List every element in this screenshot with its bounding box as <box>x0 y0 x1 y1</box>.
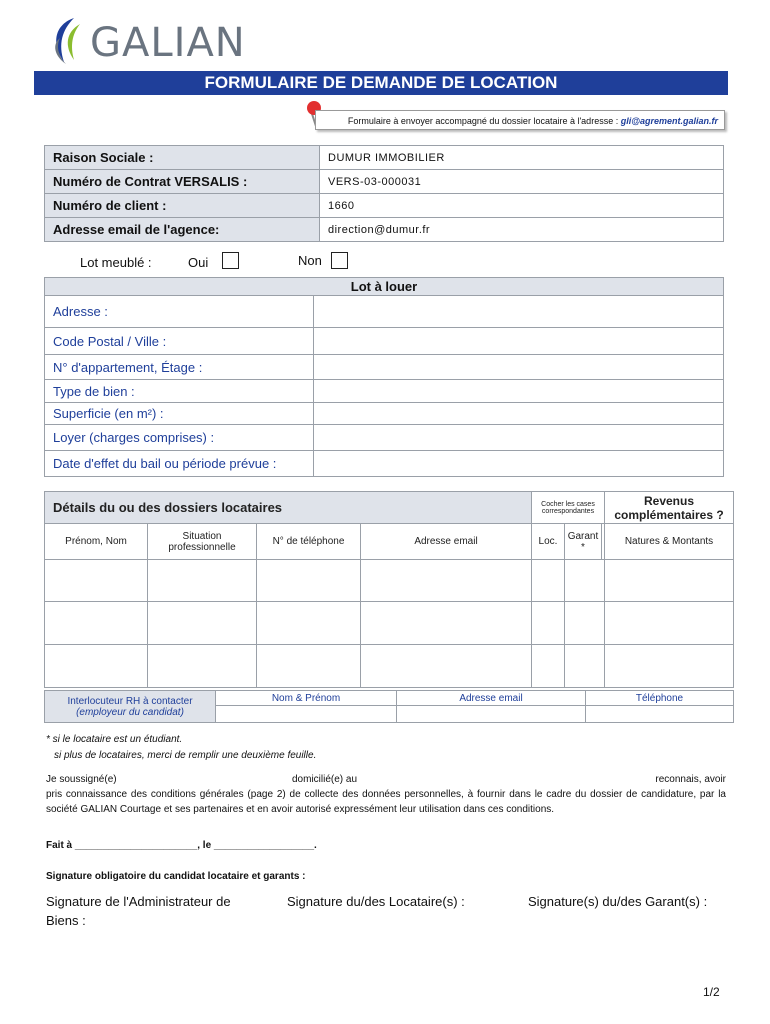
revenus-header: Revenus complémentaires ? <box>605 492 734 524</box>
cell[interactable] <box>605 560 734 602</box>
type-bien-field[interactable] <box>314 380 724 403</box>
cell[interactable] <box>565 560 605 602</box>
table-row <box>45 218 724 242</box>
cell[interactable] <box>148 645 257 688</box>
interlocuteur-sub: (employeur du candidat) <box>76 706 184 718</box>
cell[interactable] <box>361 560 532 602</box>
cell[interactable] <box>532 602 565 645</box>
table-row <box>45 380 724 403</box>
table-row <box>45 451 724 477</box>
date-effet-label: Date d'effet du bail ou période prévue : <box>45 451 314 477</box>
superficie-field[interactable] <box>314 403 724 425</box>
client-number-field[interactable]: 1660 <box>320 194 724 218</box>
cell[interactable] <box>565 602 605 645</box>
client-info-table <box>44 145 724 242</box>
table-row <box>45 691 734 706</box>
date-effet-field[interactable] <box>314 451 724 477</box>
raison-sociale-field[interactable]: DUMUR IMMOBILIER <box>320 146 724 170</box>
lot-header: Lot à louer <box>45 278 724 296</box>
table-row <box>45 194 724 218</box>
cell[interactable] <box>257 602 361 645</box>
adresse-field[interactable] <box>314 296 724 328</box>
dossiers-table <box>44 491 734 688</box>
type-bien-label: Type de bien : <box>45 380 314 403</box>
table-row <box>45 146 724 170</box>
soussigne-text: Je soussigné(e) <box>46 774 117 785</box>
table-row <box>45 328 724 355</box>
oui-checkbox[interactable] <box>222 252 239 269</box>
galian-swirl-icon <box>44 14 92 66</box>
table-row <box>45 425 724 451</box>
interlocuteur-title: Interlocuteur RH à contacter <box>67 695 193 707</box>
cell[interactable] <box>532 560 565 602</box>
reconnais-text: reconnais, avoir <box>655 774 726 785</box>
appartement-field[interactable] <box>314 355 724 380</box>
signature-locataire[interactable]: Signature du/des Locataire(s) : <box>287 894 465 909</box>
lot-table <box>44 277 724 477</box>
non-checkbox[interactable] <box>331 252 348 269</box>
cell[interactable] <box>361 645 532 688</box>
note-feuille: si plus de locataires, merci de remplir une deuxième feuille. <box>54 750 317 761</box>
loyer-label: Loyer (charges comprises) : <box>45 425 314 451</box>
col-telephone: Téléphone <box>586 691 734 706</box>
table-row <box>45 492 734 524</box>
note-text: Formulaire à envoyer accompagné du dossier locataire à l'adresse : <box>347 116 621 126</box>
col-adresse-email: Adresse email <box>397 691 586 706</box>
page-number: 1/2 <box>703 985 720 999</box>
col-natures: Natures & Montants <box>605 524 734 560</box>
adresse-label: Adresse : <box>45 296 314 328</box>
lot-meuble-label: Lot meublé : <box>80 255 152 270</box>
cell[interactable] <box>148 560 257 602</box>
cocher-note: Cocher les cases correspondantes <box>532 492 605 524</box>
cell[interactable] <box>45 560 148 602</box>
contrat-field[interactable]: VERS-03-000031 <box>320 170 724 194</box>
galian-logo <box>44 14 244 66</box>
cell[interactable] <box>565 645 605 688</box>
instruction-note <box>315 110 725 130</box>
cell[interactable] <box>45 602 148 645</box>
table-row <box>45 560 734 602</box>
table-row <box>45 602 734 645</box>
fait-line[interactable]: Fait à ______________________, le __________________. <box>46 840 317 851</box>
cell[interactable] <box>361 602 532 645</box>
table-row <box>45 170 724 194</box>
non-label: Non <box>298 253 322 268</box>
consent-paragraph <box>46 772 726 817</box>
col-email: Adresse email <box>361 524 532 560</box>
form-title: FORMULAIRE DE DEMANDE DE LOCATION <box>34 71 728 95</box>
col-nom: Prénom, Nom <box>45 524 148 560</box>
loyer-field[interactable] <box>314 425 724 451</box>
col-situation: Situation professionnelle <box>148 524 257 560</box>
domicilie-text: domicilié(e) au <box>292 774 358 785</box>
nom-prenom-field[interactable] <box>216 706 397 723</box>
table-row <box>45 645 734 688</box>
col-nom-prenom: Nom & Prénom <box>216 691 397 706</box>
table-row <box>45 524 734 560</box>
cell[interactable] <box>605 602 734 645</box>
interlocuteur-table <box>44 690 734 723</box>
code-postal-label: Code Postal / Ville : <box>45 328 314 355</box>
oui-label: Oui <box>188 255 209 270</box>
superficie-label: Superficie (en m²) : <box>45 403 314 425</box>
cell[interactable] <box>148 602 257 645</box>
cell[interactable] <box>605 645 734 688</box>
agency-email-label: Adresse email de l'agence: <box>45 218 320 242</box>
cell[interactable] <box>257 645 361 688</box>
col-loc: Loc. <box>532 524 565 560</box>
dossiers-header: Détails du ou des dossiers locataires <box>45 492 532 524</box>
col-garant: Garant * <box>565 524 602 560</box>
signature-garant[interactable]: Signature(s) du/des Garant(s) : <box>528 894 708 909</box>
col-telephone: N° de téléphone <box>257 524 361 560</box>
table-row <box>45 296 724 328</box>
raison-sociale-label: Raison Sociale : <box>45 146 320 170</box>
interlocuteur-label <box>45 691 216 723</box>
note-email[interactable]: gli@agrement.galian.fr <box>620 116 718 126</box>
telephone-field[interactable] <box>586 706 734 723</box>
table-row <box>45 355 724 380</box>
cell[interactable] <box>45 645 148 688</box>
cell[interactable] <box>257 560 361 602</box>
code-postal-field[interactable] <box>314 328 724 355</box>
adresse-email-field[interactable] <box>397 706 586 723</box>
signature-obligatoire: Signature obligatoire du candidat locataire et garants : <box>46 871 306 882</box>
client-number-label: Numéro de client : <box>45 194 320 218</box>
contrat-label: Numéro de Contrat VERSALIS : <box>45 170 320 194</box>
agency-email-field[interactable]: direction@dumur.fr <box>320 218 724 242</box>
table-row <box>45 403 724 425</box>
appartement-label: N° d'appartement, Étage : <box>45 355 314 380</box>
logo-text: GALIAN <box>90 20 246 66</box>
signature-admin[interactable]: Signature de l'Administrateur de Biens : <box>46 894 231 928</box>
note-etudiant: * si le locataire est un étudiant. <box>46 734 183 745</box>
cell[interactable] <box>532 645 565 688</box>
consent-body: pris connaissance des conditions générales (page 2) de collecte des données personnelles, à fournir dans le cadre du dossier de candidature, par la société GALIAN Courtage et ses partenaires et en avoir autorisé expressément leur utilisation dans ces conditions. <box>46 789 726 815</box>
